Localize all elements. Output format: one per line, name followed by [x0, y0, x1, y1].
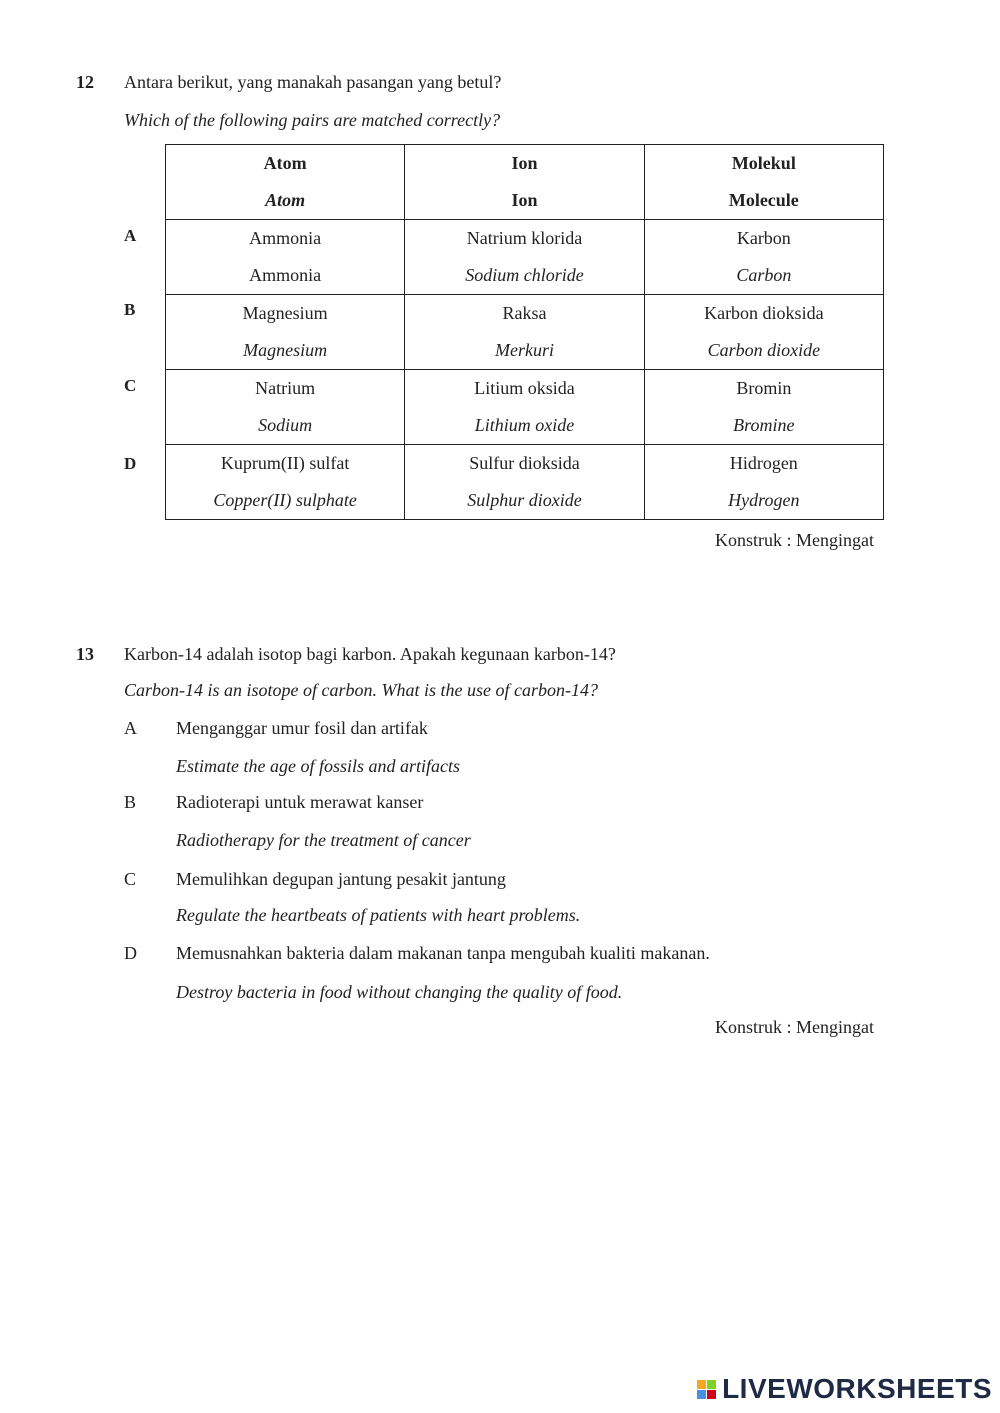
table-cell: Ammonia Ammonia [166, 220, 405, 295]
question-12-text-en: Which of the following pairs are matched correctly? [124, 110, 501, 130]
liveworksheets-logo [697, 1373, 992, 1405]
option-d-text-en: Destroy bacteria in food without changing the quality of food. [176, 982, 623, 1002]
table-row [166, 445, 884, 520]
question-13-number: 13 [76, 644, 94, 664]
pairs-table [165, 144, 884, 520]
option-b-text-ms: Radioterapi untuk merawat kanser [176, 792, 424, 812]
table-row [166, 295, 884, 370]
table-cell: Natrium klorida Sodium chloride [405, 220, 644, 295]
option-letter-c: C [124, 869, 137, 889]
table-cell: Karbon dioksida Carbon dioxide [644, 295, 883, 370]
logo-square [707, 1390, 716, 1399]
table-cell: Magnesium Magnesium [166, 295, 405, 370]
question-13-text-en: Carbon-14 is an isotope of carbon. What is the use of carbon-14? [124, 680, 598, 700]
table-cell: Sulfur dioksida Sulphur dioxide [405, 445, 644, 520]
option-letter-b: B [124, 792, 137, 812]
table-cell: Natrium Sodium [166, 370, 405, 445]
option-c-text-en: Regulate the heartbeats of patients with heart problems. [176, 905, 581, 925]
table-cell: Litium oksida Lithium oxide [405, 370, 644, 445]
table-cell: Bromin Bromine [644, 370, 883, 445]
table-cell: Raksa Merkuri [405, 295, 644, 370]
logo-square [697, 1390, 706, 1399]
option-c-text-ms: Memulihkan degupan jantung pesakit jantung [176, 869, 506, 889]
table-row [166, 220, 884, 295]
logo-square [697, 1380, 706, 1389]
option-a-text-ms: Menganggar umur fosil dan artifak [176, 718, 428, 738]
question-12-number: 12 [76, 72, 94, 92]
logo-mark-icon [697, 1380, 716, 1399]
header-molecule: Molekul Molecule [644, 145, 883, 220]
option-letter-a: A [124, 718, 137, 738]
option-d-text-ms: Memusnahkan bakteria dalam makanan tanpa mengubah kualiti makanan. [176, 943, 710, 963]
option-letter-a: A [124, 226, 137, 245]
question-13-text-ms: Karbon-14 adalah isotop bagi karbon. Apakah kegunaan karbon-14? [124, 644, 616, 664]
question-12-text-ms: Antara berikut, yang manakah pasangan yang betul? [124, 72, 502, 92]
option-letter-d: D [124, 943, 137, 963]
header-ion: Ion Ion [405, 145, 644, 220]
option-a-text-en: Estimate the age of fossils and artifacts [176, 756, 460, 776]
konstruk-label-12: Konstruk : Mengingat [715, 530, 874, 550]
logo-square [707, 1380, 716, 1389]
table-cell: Kuprum(II) sulfat Copper(II) sulphate [166, 445, 405, 520]
option-letter-b: B [124, 300, 136, 319]
table-cell: Karbon Carbon [644, 220, 883, 295]
option-b-text-en: Radiotherapy for the treatment of cancer [176, 830, 471, 850]
header-atom: Atom Atom [166, 145, 405, 220]
konstruk-label-13: Konstruk : Mengingat [715, 1017, 874, 1037]
table-cell: Hidrogen Hydrogen [644, 445, 883, 520]
brand-name: LIVEWORKSHEETS [722, 1373, 992, 1404]
option-letter-c: C [124, 376, 137, 395]
option-letter-d: D [124, 454, 137, 473]
table-row [166, 370, 884, 445]
table-header-row [166, 145, 884, 220]
